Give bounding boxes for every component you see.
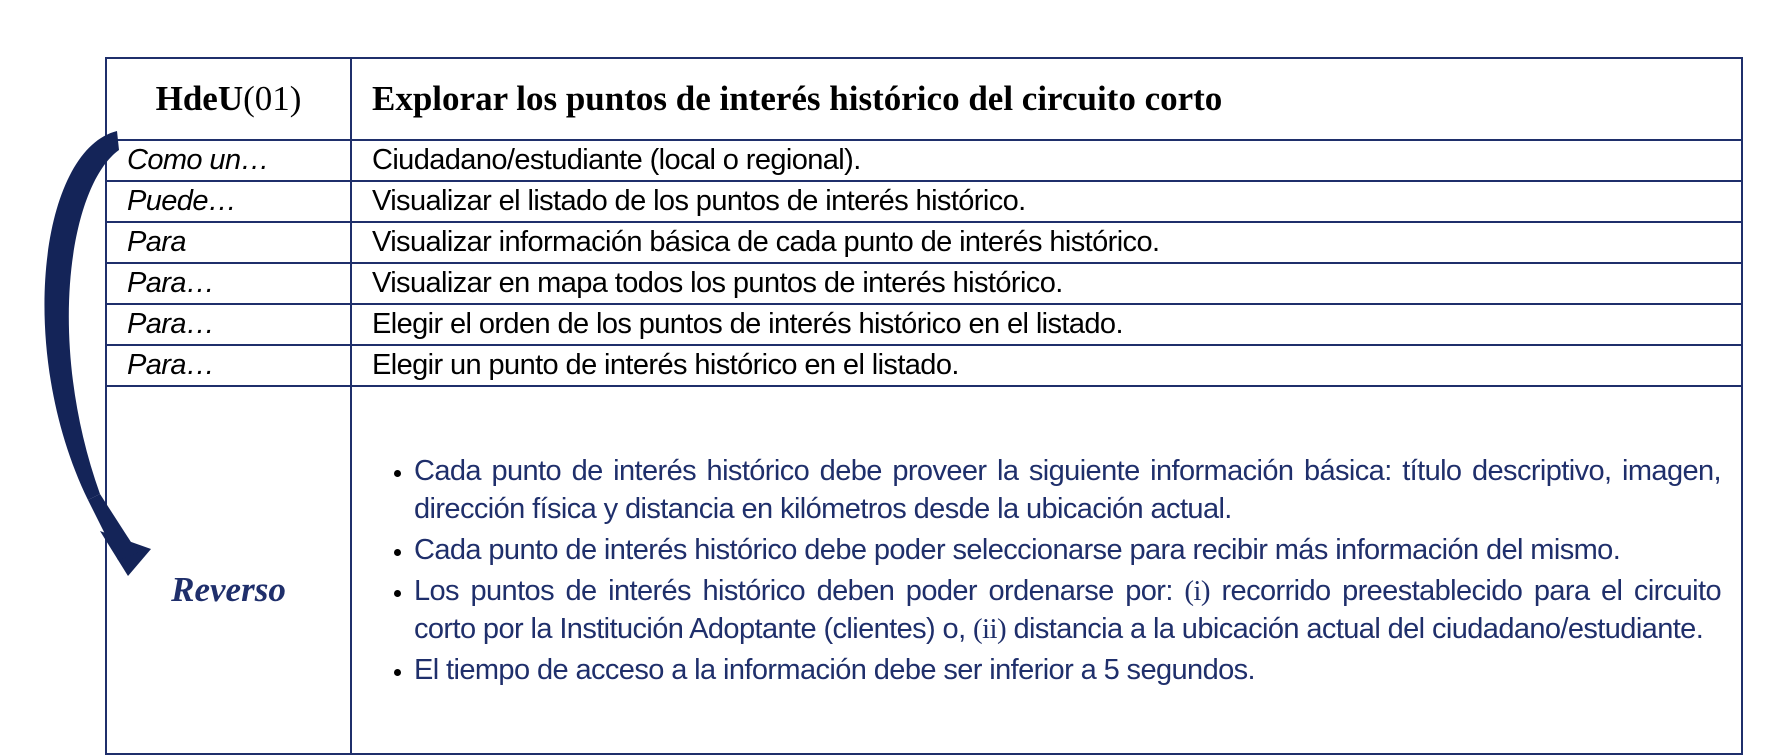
row-label: Para… bbox=[106, 263, 351, 304]
row-label: Como un… bbox=[106, 140, 351, 181]
story-id-cell bbox=[106, 58, 351, 140]
criteria-text: recorrido preestablecido para el circuito corto por la Institución Adoptante (clientes) o, bbox=[414, 574, 1721, 645]
reverse-label: Reverso bbox=[106, 386, 351, 754]
attribute-row bbox=[106, 304, 1742, 345]
criteria-item: • Cada punto de interés histórico debe poder seleccionarse para recibir más información del mismo. bbox=[414, 531, 1721, 569]
criteria-text: distancia a la ubicación actual del ciudadano/estudiante. bbox=[1006, 612, 1704, 645]
row-value: Elegir un punto de interés histórico en el listado. bbox=[351, 345, 1742, 386]
row-value: Ciudadano/estudiante (local o regional). bbox=[351, 140, 1742, 181]
attribute-row bbox=[106, 263, 1742, 304]
row-label: Para bbox=[106, 222, 351, 263]
story-id-prefix: HdeU bbox=[155, 79, 244, 118]
row-value: Visualizar el listado de los puntos de interés histórico. bbox=[351, 181, 1742, 222]
roman-numeral: (i) bbox=[1184, 574, 1210, 607]
header-row bbox=[106, 58, 1742, 140]
reverse-row bbox=[106, 386, 1742, 754]
row-value: Visualizar información básica de cada punto de interés histórico. bbox=[351, 222, 1742, 263]
row-label: Para… bbox=[106, 304, 351, 345]
criteria-text: Los puntos de interés histórico deben poder ordenarse por: bbox=[414, 574, 1185, 607]
story-title: Explorar los puntos de interés histórico del circuito corto bbox=[351, 58, 1742, 140]
row-label: Puede… bbox=[106, 181, 351, 222]
row-value: Elegir el orden de los puntos de interés histórico en el listado. bbox=[351, 304, 1742, 345]
story-id-number: (01) bbox=[243, 79, 302, 118]
reverse-content bbox=[351, 386, 1742, 754]
row-value: Visualizar en mapa todos los puntos de interés histórico. bbox=[351, 263, 1742, 304]
user-story-table bbox=[105, 57, 1743, 755]
roman-numeral: (ii) bbox=[972, 612, 1007, 645]
attribute-row bbox=[106, 345, 1742, 386]
row-label: Para… bbox=[106, 345, 351, 386]
attribute-row bbox=[106, 181, 1742, 222]
acceptance-criteria-list bbox=[352, 452, 1741, 689]
criteria-item bbox=[414, 572, 1721, 648]
criteria-item: • El tiempo de acceso a la información debe ser inferior a 5 segundos. bbox=[414, 651, 1721, 689]
criteria-item: • Cada punto de interés histórico debe proveer la siguiente información básica: título descriptivo, imagen, dirección física y distancia en kilómetros desde la ubicación actual. bbox=[414, 452, 1721, 528]
attribute-row bbox=[106, 222, 1742, 263]
attribute-row bbox=[106, 140, 1742, 181]
